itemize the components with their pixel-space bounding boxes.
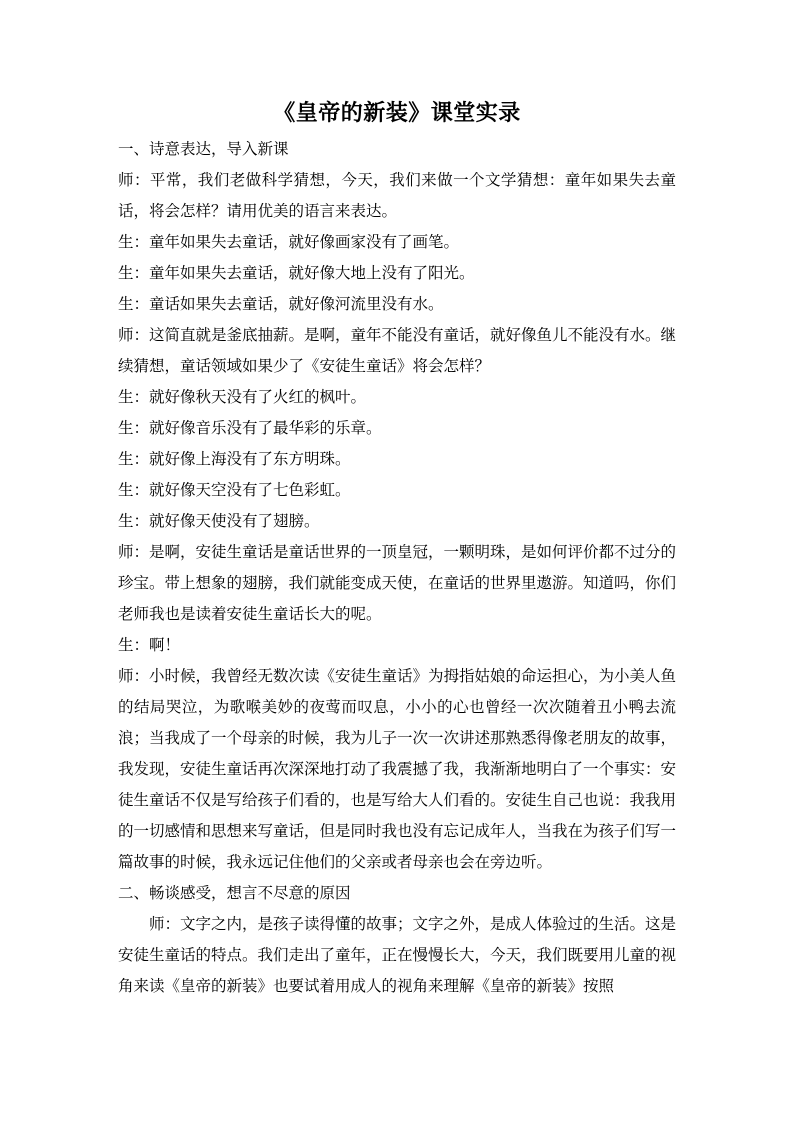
paragraph: 二、畅谈感受，想言不尽意的原因: [118, 884, 351, 902]
document-body: [118, 134, 676, 1002]
document-page: [118, 96, 676, 1002]
paragraph: 师：文字之内，是孩子读得懂的故事；文字之外，是成人体验过的生活。这是安徒生童话的特点。我们走出了童年，正在慢慢长大，今天，我们既要用儿童的视角来读《皇帝的新装》也要试着用成人的视角来理解《皇帝的新装》按照: [118, 915, 677, 995]
paragraph: 生：童年如果失去童话，就好像大地上没有了阳光。: [118, 264, 475, 282]
paragraph: 师：平常，我们老做科学猜想，今天，我们来做一个文学猜想：童年如果失去童话，将会怎样？请用优美的语言来表达。: [118, 171, 676, 220]
paragraph: 生：就好像天使没有了翅膀。: [118, 512, 320, 530]
paragraph: 一、诗意表达，导入新课: [118, 140, 289, 158]
document-title: 《皇帝的新装》课堂实录: [273, 100, 521, 126]
paragraph: 生：就好像秋天没有了火红的枫叶。: [118, 388, 367, 406]
paragraph: 生：就好像音乐没有了最华彩的乐章。: [118, 419, 382, 437]
paragraph: 生：就好像上海没有了东方明珠。: [118, 450, 351, 468]
paragraph: 生：就好像天空没有了七色彩虹。: [118, 481, 351, 499]
paragraph: 师：小时候，我曾经无数次读《安徒生童话》为拇指姑娘的命运担心，为小美人鱼的结局哭泣，为歌喉美妙的夜莺而叹息，小小的心也曾经一次次随着丑小鸭去流浪；当我成了一个母亲的时候，我为儿子一次一次讲述那熟悉得像老朋友的故事，我发现，安徒生童话再次深深地打动了我震撼了我，我渐渐地明白了一个事实：安徒生童话不仅是写给孩子们看的，也是写给大人们看的。安徒生自己也说：我我用的一切感情和思想来写童话，但是同时我也没有忘记成年人，当我在为孩子们写一篇故事的时候，我永远记住他们的父亲或者母亲也会在旁边听。: [118, 667, 677, 871]
paragraph: 生：童话如果失去童话，就好像河流里没有水。: [118, 295, 444, 313]
paragraph: 师：是啊，安徒生童话是童话世界的一顶皇冠，一颗明珠，是如何评价都不过分的珍宝。带上想象的翅膀，我们就能变成天使，在童话的世界里遨游。知道吗，你们老师我也是读着安徒生童话长大的呢。: [118, 543, 677, 623]
paragraph: 师：这简直就是釜底抽薪。是啊，童年不能没有童话，就好像鱼儿不能没有水。继续猜想，童话领域如果少了《安徒生童话》将会怎样？: [118, 326, 677, 375]
paragraph: 生：童年如果失去童话，就好像画家没有了画笔。: [118, 233, 460, 251]
paragraph: 生：啊！: [118, 636, 181, 654]
